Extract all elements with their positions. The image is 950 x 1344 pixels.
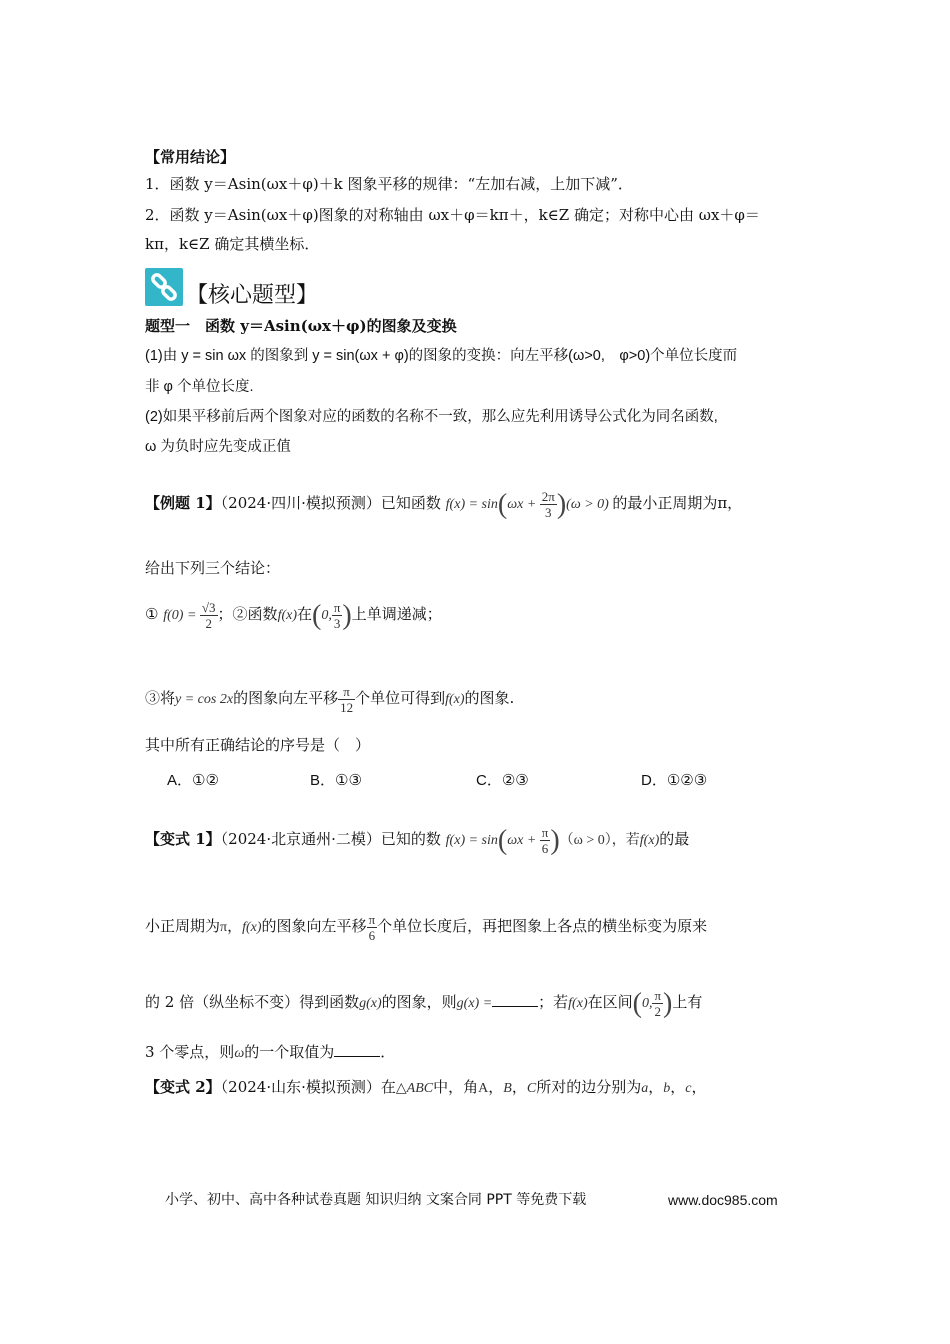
- variant-1-line-4: 3 个零点，则ω的一个取值为 ．: [145, 1043, 396, 1061]
- footer-text: 小学、初中、高中各种试卷真题 知识归纳 文案合同 PPT 等免费下载: [165, 1192, 587, 1208]
- note-1-line-2: 非 φ 个单位长度.: [145, 379, 254, 395]
- variant-2-line-1: 【变式 2】（2024·山东·模拟预测）在△ABC中，角A，B，C所对的边分别为a，b，c，: [145, 1078, 707, 1096]
- example-1-formula: f(x) = sin(ωx + $\frac{2\pi}{3}$ )(ω > 0): [445, 488, 609, 521]
- variant-1-line-1: 【变式 1】（2024·北京通州·二模）已知的数 f(x) = sin(ωx + $\frac{\pi}{6}$ )（ω > 0），若f(x)的最: [145, 824, 690, 857]
- option-a[interactable]: A．①②: [167, 772, 219, 789]
- variant-1-line-2: 小正周期为π，f(x)的图象向左平移 $\frac{\pi}{6}$ 个单位长度后，再把图象上各点的横坐标变为原来: [145, 912, 708, 944]
- example-1-tail: 的最小正周期为π，: [612, 494, 743, 512]
- common-item-2-line-1: 2．函数 y＝Asin(ωx＋φ)图象的对称轴由 ωx＋φ＝kπ＋，k∈Z 确定；对称中心由 ωx＋φ＝: [145, 206, 760, 224]
- note-2-line-2: ω 为负时应先变成正值: [145, 439, 291, 455]
- conclusion-2-interval: (0, $\frac{\pi}{3}$ ): [312, 599, 352, 632]
- answer-blank-2[interactable]: [334, 1042, 380, 1057]
- example-1-conclusion-3: ③将y = cos 2x的图象向左平移 $\frac{\pi}{12}$ 个单位可得到f(x)的图象.: [145, 684, 515, 716]
- variant-2-label: 【变式 2】: [145, 1078, 221, 1096]
- conclusion-1-formula: f(0) = $\frac{√3}{2}$: [163, 600, 216, 632]
- core-title: 【核心题型】: [186, 283, 319, 308]
- example-1-label: 【例题 1】: [145, 494, 221, 512]
- example-1-given: 给出下列三个结论：: [145, 559, 281, 577]
- common-item-1: 1．函数 y＝Asin(ωx＋φ)＋k 图象平移的规律：“左加右减，上加下减”．: [145, 175, 633, 193]
- link-icon: [145, 268, 183, 306]
- note-1-line-1: (1)由 y = sin ωx 的图象到 y = sin(ωx + φ)的图象的变换：向左平移(ω>0, φ>0)个单位长度而: [145, 348, 738, 364]
- question-type-1-title: 题型一 函数 y＝Asin(ωx＋φ)的图象及变换: [145, 317, 457, 335]
- page-footer: [165, 1190, 778, 1210]
- option-c[interactable]: C．②③: [476, 772, 529, 789]
- option-b[interactable]: B．①③: [310, 772, 362, 789]
- answer-blank-1[interactable]: [492, 992, 538, 1007]
- variant-1-formula: f(x) = sin(ωx + $\frac{\pi}{6}$ ): [445, 824, 560, 857]
- example-1-stem: [145, 482, 742, 526]
- variant-1-label: 【变式 1】: [145, 830, 221, 848]
- example-1-conclusions-1-2: ① f(0) = $\frac{√3}{2}$ ；②函数f(x)在(0, $\frac{\pi}{3}$ )上单调递减；: [145, 599, 442, 632]
- common-item-2-line-2: kπ，k∈Z 确定其横坐标．: [145, 235, 320, 253]
- common-heading: 【常用结论】: [145, 148, 236, 166]
- footer-url[interactable]: www.doc985.com: [668, 1192, 778, 1208]
- example-1-question: 其中所有正确结论的序号是（ ）: [145, 736, 371, 754]
- option-d[interactable]: D．①②③: [641, 772, 708, 789]
- variant-1-line-3: 的 2 倍（纵坐标不变）得到函数g(x)的图象，则g(x) = ；若f(x)在区间(0, $\frac{\pi}{2}$ )上有: [145, 987, 703, 1020]
- example-1-source: （2024·四川·模拟预测）已知函数: [220, 494, 441, 512]
- note-2-line-1: (2)如果平移前后两个图象对应的函数的名称不一致，那么应先利用诱导公式化为同名函数,: [145, 409, 718, 425]
